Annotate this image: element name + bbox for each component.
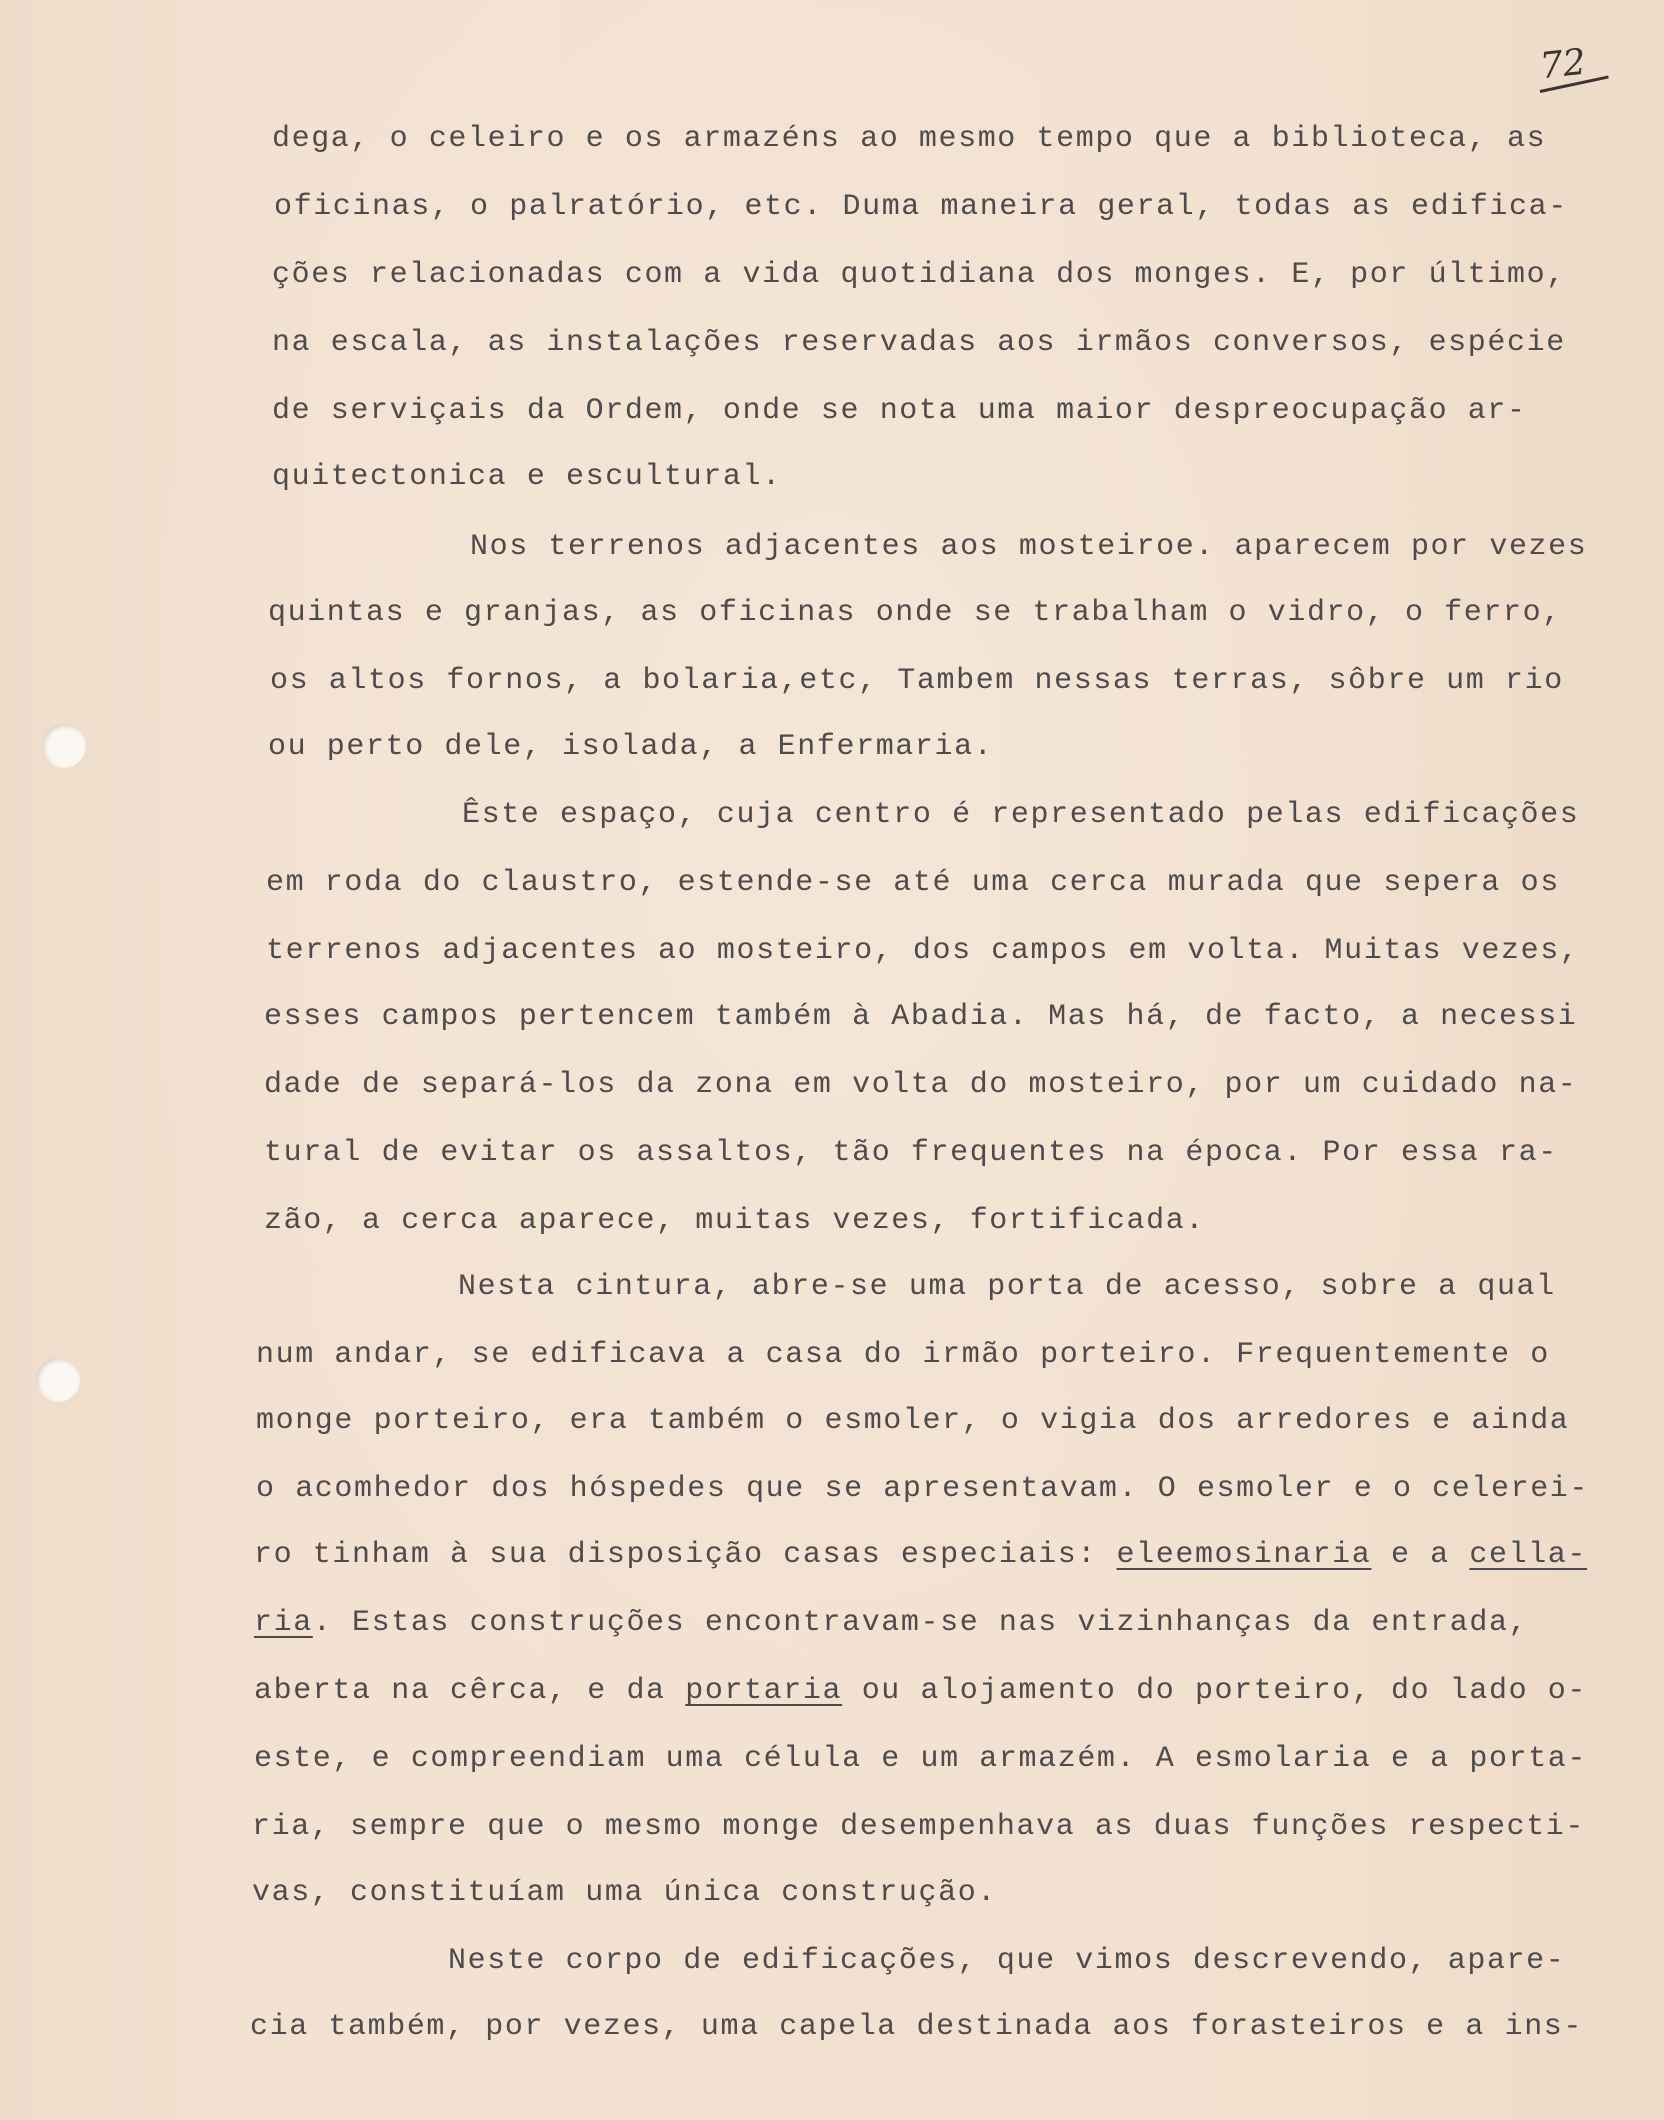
text-line: Nesta cintura, abre-se uma porta de acesso, sobre a qual [458, 1270, 1556, 1304]
text-line: esses campos pertencem também à Abadia. Mas há, de facto, a necessi [264, 1000, 1578, 1034]
text-line: Êste espaço, cuja centro é representado pelas edificações [462, 798, 1580, 832]
text-run: aberta na cêrca, e da [254, 1674, 686, 1708]
text-line: o acomhedor dos hóspedes que se apresentavam. O esmoler e o celerei- [256, 1472, 1589, 1506]
text-line: ria, sempre que o mesmo monge desempenhava as duas funções respecti- [252, 1810, 1585, 1844]
text-line: ções relacionadas com a vida quotidiana dos monges. E, por último, [272, 258, 1566, 292]
text-line: Neste corpo de edificações, que vimos descrevendo, apare- [448, 1944, 1566, 1978]
text-line: na escala, as instalações reservadas aos irmãos conversos, espécie [272, 326, 1566, 360]
text-line: em roda do claustro, estende-se até uma cerca murada que sepera os [266, 866, 1560, 900]
text-line: Nos terrenos adjacentes aos mosteiroe. aparecem por vezes [470, 530, 1588, 564]
text-line: quintas e granjas, as oficinas onde se trabalham o vidro, o ferro, [268, 596, 1562, 630]
underlined-term: cella- [1469, 1538, 1588, 1572]
underlined-term: portaria [685, 1674, 843, 1708]
text-line: dade de separá-los da zona em volta do mosteiro, por um cuidado na- [264, 1068, 1578, 1102]
text-run: e a [1371, 1538, 1470, 1572]
underlined-term: eleemosinaria [1116, 1538, 1372, 1572]
text-line: num andar, se edificava a casa do irmão porteiro. Frequentemente o [256, 1338, 1550, 1372]
text-line: os altos fornos, a bolaria,etc, Tambem nessas terras, sôbre um rio [270, 664, 1564, 698]
text-line: quitectonica e escultural. [272, 460, 782, 494]
text-line: este, e compreendiam uma célula e um armazém. A esmolaria e a porta- [254, 1742, 1587, 1776]
text-run: ro tinham à sua disposição casas especiais: [254, 1538, 1117, 1572]
text-line: oficinas, o palratório, etc. Duma maneira geral, todas as edifica- [274, 190, 1568, 224]
text-run: . Estas construções encontravam-se nas vizinhanças da entrada, [312, 1606, 1529, 1640]
text-line [254, 1540, 1587, 1570]
text-line: zão, a cerca aparece, muitas vezes, fortificada. [264, 1204, 1205, 1238]
text-line: dega, o celeiro e os armazéns ao mesmo tempo que a biblioteca, as [272, 122, 1547, 156]
text-run: ou alojamento do porteiro, do lado o- [842, 1674, 1588, 1708]
text-line: de serviçais da Ordem, onde se nota uma maior despreocupação ar- [272, 394, 1527, 428]
text-line [254, 1608, 1528, 1638]
text-line: tural de evitar os assaltos, tão frequentes na época. Por essa ra- [264, 1136, 1558, 1170]
text-line [254, 1676, 1587, 1706]
text-line: cia também, por vezes, uma capela destinada aos forasteiros e a ins- [250, 2010, 1583, 2044]
text-line: ou perto dele, isolada, a Enfermaria. [268, 730, 994, 764]
text-line: monge porteiro, era também o esmoler, o vigia dos arredores e ainda [256, 1404, 1570, 1438]
underlined-term: ria [254, 1606, 313, 1640]
page-number: 72 [1537, 41, 1588, 88]
text-line: vas, constituíam uma única construção. [252, 1876, 997, 1910]
text-line: terrenos adjacentes ao mosteiro, dos campos em volta. Muitas vezes, [266, 934, 1580, 968]
